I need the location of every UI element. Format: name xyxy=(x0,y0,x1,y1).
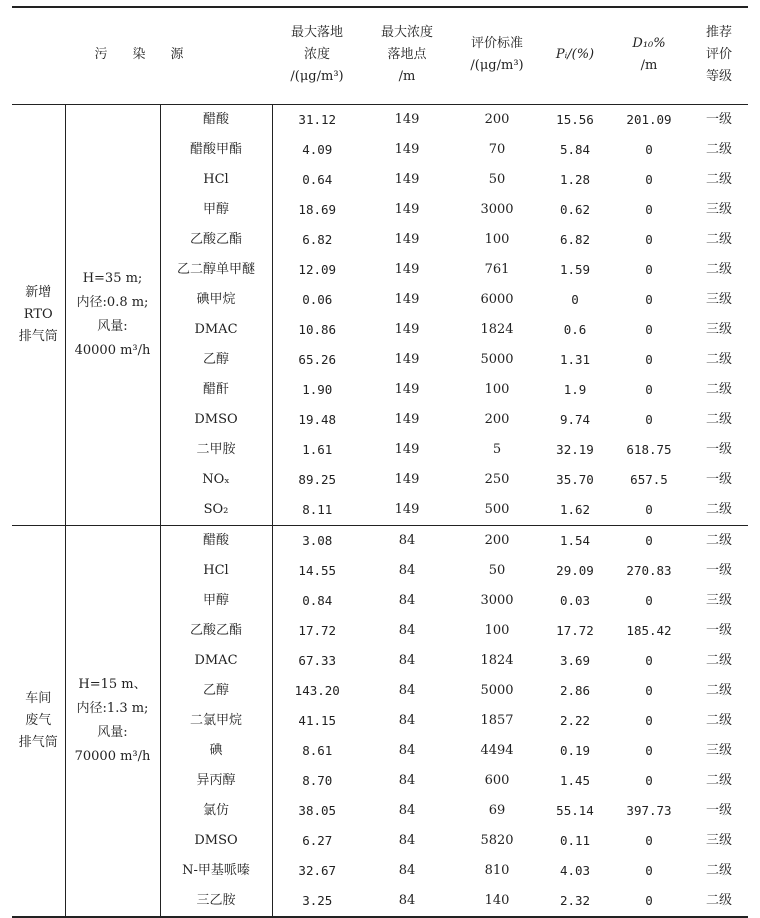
max-conc-value: 3.25 xyxy=(272,886,362,917)
header-source-label: 污 染 源 xyxy=(94,47,190,62)
standard-value: 3000 xyxy=(480,202,514,217)
pi-value: 0.03 xyxy=(559,593,591,608)
standard-value: 70 xyxy=(488,142,506,157)
d10-value: 0 xyxy=(645,172,653,187)
source-group-param-line: 70000 m³/h xyxy=(74,749,151,764)
pollutant-name: 乙醇 xyxy=(160,345,272,375)
header-max-conc-l3: /(μg/m³) xyxy=(290,69,344,84)
max-conc-value: 32.67 xyxy=(298,863,337,878)
max-point-value: 149 xyxy=(394,472,420,487)
pi-value: 4.03 xyxy=(559,863,591,878)
pi-value: 1.28 xyxy=(559,172,591,187)
source-group-name-line: 排气筒 xyxy=(18,329,58,344)
d10-value: 657.5 xyxy=(630,472,668,487)
source-group-params xyxy=(65,105,160,526)
pollutant-name: 二甲胺 xyxy=(160,435,272,465)
d10-value: 0 xyxy=(645,683,653,698)
pollutant-name: 碘甲烷 xyxy=(160,285,272,315)
pollutant-name: SO₂ xyxy=(160,495,272,526)
max-conc-value: 19.48 xyxy=(298,412,337,427)
header-pi xyxy=(542,7,608,105)
standard-value: 810 xyxy=(484,863,510,878)
pollution-source-table xyxy=(12,6,748,918)
pollutant-name: DMSO xyxy=(160,826,272,856)
grade-value: 二级 xyxy=(705,382,732,397)
header-grade-l1: 推荐 xyxy=(705,25,732,40)
max-conc-value: 12.09 xyxy=(298,262,337,277)
standard-value: 140 xyxy=(452,886,542,917)
max-point-value: 84 xyxy=(398,623,416,638)
standard-value: 1857 xyxy=(480,713,514,728)
d10-value: 0 xyxy=(645,653,653,668)
max-point-value: 84 xyxy=(398,773,416,788)
d10-value: 0 xyxy=(645,352,653,367)
max-conc-value: 41.15 xyxy=(298,713,337,728)
pollutant-name: 醋酐 xyxy=(160,375,272,405)
standard-value: 200 xyxy=(484,112,510,127)
source-group-name xyxy=(12,105,65,526)
grade-value: 二级 xyxy=(705,773,732,788)
grade-value: 二级 xyxy=(705,683,732,698)
grade-value: 三级 xyxy=(705,743,732,758)
pi-value: 2.22 xyxy=(559,713,591,728)
max-conc-value: 8.11 xyxy=(272,495,362,526)
source-group-param-line: 风量: xyxy=(97,725,128,740)
max-conc-value: 14.55 xyxy=(298,563,337,578)
header-d10-symbol: D₁₀% xyxy=(632,36,666,51)
d10-value: 0 xyxy=(645,322,653,337)
pollutant-name: 异丙醇 xyxy=(160,766,272,796)
max-point-value: 84 xyxy=(398,713,416,728)
d10-value: 618.75 xyxy=(626,442,672,457)
standard-value: 3000 xyxy=(480,593,514,608)
d10-value: 0 xyxy=(645,713,653,728)
standard-value: 100 xyxy=(484,232,510,247)
grade-value: 一级 xyxy=(705,563,732,578)
max-conc-value: 89.25 xyxy=(298,472,337,487)
standard-value: 5000 xyxy=(480,352,514,367)
standard-value: 5 xyxy=(492,442,502,457)
source-group-name-line: 排气筒 xyxy=(18,735,58,750)
max-conc-value: 1.90 xyxy=(302,382,333,397)
grade-value: 三级 xyxy=(705,202,732,217)
header-grade-l3: 等级 xyxy=(705,69,732,84)
pollutant-name: 醋酸甲酯 xyxy=(160,135,272,165)
pi-value: 1.59 xyxy=(559,262,591,277)
max-point-value: 84 xyxy=(398,863,416,878)
standard-value: 50 xyxy=(488,563,506,578)
pi-value: 2.32 xyxy=(542,886,608,917)
pi-value: 0.19 xyxy=(559,743,591,758)
source-group-param-line: 内径:1.3 m; xyxy=(76,701,149,716)
pi-value: 3.69 xyxy=(559,653,591,668)
standard-value: 5000 xyxy=(480,683,514,698)
max-conc-value: 10.86 xyxy=(298,322,337,337)
source-group-name-line: RTO xyxy=(23,307,53,322)
grade-value: 二级 xyxy=(705,352,732,367)
header-d10-l2: /m xyxy=(640,58,658,73)
standard-value: 69 xyxy=(488,803,506,818)
d10-value: 0 xyxy=(645,863,653,878)
source-group-param-line: 40000 m³/h xyxy=(74,343,151,358)
grade-value: 二级 xyxy=(690,886,748,917)
d10-value: 0 xyxy=(645,743,653,758)
max-point-value: 149 xyxy=(394,352,420,367)
source-group-name-line: 新增 xyxy=(25,285,52,300)
pollutant-name: HCl xyxy=(160,556,272,586)
max-point-value: 149 xyxy=(394,322,420,337)
pi-value: 0 xyxy=(571,292,579,307)
header-source xyxy=(12,7,272,105)
pi-value: 32.19 xyxy=(556,442,594,457)
grade-value: 二级 xyxy=(705,713,732,728)
grade-value: 三级 xyxy=(705,292,732,307)
d10-value: 0 xyxy=(645,412,653,427)
pi-value: 5.84 xyxy=(559,142,591,157)
pollutant-name: 乙醇 xyxy=(160,676,272,706)
standard-value: 5820 xyxy=(480,833,514,848)
header-max-conc xyxy=(272,7,362,105)
grade-value: 三级 xyxy=(705,593,732,608)
max-conc-value: 1.61 xyxy=(302,442,333,457)
grade-value: 三级 xyxy=(705,833,732,848)
standard-value: 761 xyxy=(484,262,510,277)
max-point-value: 149 xyxy=(394,112,420,127)
grade-value: 一级 xyxy=(705,472,732,487)
d10-value: 0 xyxy=(645,833,653,848)
max-conc-value: 6.27 xyxy=(302,833,333,848)
header-standard-l2: /(μg/m³) xyxy=(470,58,524,73)
pollutant-name: DMAC xyxy=(160,646,272,676)
header-standard xyxy=(452,7,542,105)
source-group-param-line: 内径:0.8 m; xyxy=(76,295,149,310)
max-point-value: 84 xyxy=(398,683,416,698)
max-conc-value: 4.09 xyxy=(302,142,333,157)
table-header-row xyxy=(12,7,748,105)
source-group-param-line: H=15 m、 xyxy=(78,677,147,692)
header-max-point-l3: /m xyxy=(398,69,416,84)
table-body xyxy=(12,105,748,918)
grade-value: 二级 xyxy=(705,142,732,157)
max-conc-value: 6.82 xyxy=(302,232,333,247)
standard-value: 200 xyxy=(484,412,510,427)
d10-value: 0 xyxy=(645,382,653,397)
max-point-value: 149 xyxy=(394,172,420,187)
max-conc-value: 143.20 xyxy=(294,683,340,698)
standard-value: 500 xyxy=(452,495,542,526)
header-max-conc-l2: 浓度 xyxy=(303,47,330,62)
max-conc-value: 31.12 xyxy=(298,112,337,127)
max-conc-value: 8.61 xyxy=(302,743,333,758)
d10-value: 0 xyxy=(608,495,690,526)
grade-value: 一级 xyxy=(705,803,732,818)
standard-value: 50 xyxy=(488,172,506,187)
pollutant-name: 乙二醇单甲醚 xyxy=(160,255,272,285)
max-point-value: 84 xyxy=(398,653,416,668)
table-row xyxy=(12,105,748,136)
header-pi-label: Pᵢ/(%) xyxy=(555,47,595,62)
max-point-value: 149 xyxy=(394,202,420,217)
d10-value: 185.42 xyxy=(626,623,672,638)
pi-value: 0.11 xyxy=(559,833,591,848)
max-point-value: 149 xyxy=(394,382,420,397)
pollutant-name: 二氯甲烷 xyxy=(160,706,272,736)
max-conc-value: 17.72 xyxy=(298,623,337,638)
max-point-value: 84 xyxy=(362,886,452,917)
pi-value: 15.56 xyxy=(556,112,594,127)
standard-value: 250 xyxy=(484,472,510,487)
standard-value: 200 xyxy=(484,533,510,548)
max-conc-value: 18.69 xyxy=(298,202,337,217)
pollutant-name: DMAC xyxy=(160,315,272,345)
pi-value: 1.31 xyxy=(559,352,591,367)
source-group-name xyxy=(12,526,65,918)
pi-value: 29.09 xyxy=(556,563,594,578)
pollutant-name: 甲醇 xyxy=(160,586,272,616)
max-conc-value: 0.84 xyxy=(302,593,333,608)
pollutant-name: 醋酸 xyxy=(160,526,272,557)
standard-value: 4494 xyxy=(480,743,514,758)
header-max-point-l1: 最大浓度 xyxy=(380,25,433,40)
max-point-value: 149 xyxy=(394,142,420,157)
source-group-param-line: 风量: xyxy=(97,319,128,334)
d10-value: 0 xyxy=(645,142,653,157)
pollutant-name: NOₓ xyxy=(160,465,272,495)
grade-value: 三级 xyxy=(705,322,732,337)
standard-value: 100 xyxy=(484,382,510,397)
d10-value: 0 xyxy=(645,292,653,307)
pi-value: 6.82 xyxy=(559,232,591,247)
header-d10 xyxy=(608,7,690,105)
grade-value: 二级 xyxy=(705,533,732,548)
grade-value: 二级 xyxy=(690,495,748,526)
header-max-point xyxy=(362,7,452,105)
max-conc-value: 65.26 xyxy=(298,352,337,367)
pollutant-name: 氯仿 xyxy=(160,796,272,826)
max-point-value: 149 xyxy=(394,292,420,307)
pollutant-name: DMSO xyxy=(160,405,272,435)
pi-value: 1.45 xyxy=(559,773,591,788)
d10-value: 0 xyxy=(608,886,690,917)
pollutant-name: 三乙胺 xyxy=(160,886,272,917)
pi-value: 55.14 xyxy=(556,803,594,818)
d10-value: 270.83 xyxy=(626,563,672,578)
max-point-value: 84 xyxy=(398,833,416,848)
max-point-value: 84 xyxy=(398,563,416,578)
source-group-param-line: H=35 m; xyxy=(82,271,143,286)
header-standard-l1: 评价标准 xyxy=(470,36,523,51)
table-row xyxy=(12,526,748,557)
source-group-params xyxy=(65,526,160,918)
d10-value: 0 xyxy=(645,202,653,217)
d10-value: 397.73 xyxy=(626,803,672,818)
pi-value: 35.70 xyxy=(556,472,594,487)
standard-value: 1824 xyxy=(480,653,514,668)
pollutant-name: 乙酸乙酯 xyxy=(160,616,272,646)
grade-value: 二级 xyxy=(705,232,732,247)
max-conc-value: 38.05 xyxy=(298,803,337,818)
standard-value: 600 xyxy=(484,773,510,788)
pollutant-name: 醋酸 xyxy=(160,105,272,136)
pollutant-name: HCl xyxy=(160,165,272,195)
header-max-conc-l1: 最大落地 xyxy=(290,25,343,40)
max-point-value: 84 xyxy=(398,743,416,758)
header-d10-l1 xyxy=(608,33,690,55)
grade-value: 一级 xyxy=(705,112,732,127)
max-point-value: 84 xyxy=(398,593,416,608)
max-point-value: 84 xyxy=(398,533,416,548)
max-conc-value: 67.33 xyxy=(298,653,337,668)
grade-value: 二级 xyxy=(705,262,732,277)
d10-value: 201.09 xyxy=(626,112,672,127)
header-grade xyxy=(690,7,748,105)
pi-value: 17.72 xyxy=(556,623,594,638)
max-conc-value: 0.06 xyxy=(302,292,333,307)
d10-value: 0 xyxy=(645,262,653,277)
pi-value: 9.74 xyxy=(559,412,591,427)
pollutant-name: N-甲基哌嗪 xyxy=(160,856,272,886)
max-point-value: 149 xyxy=(394,412,420,427)
max-point-value: 84 xyxy=(398,803,416,818)
max-conc-value: 0.64 xyxy=(302,172,333,187)
standard-value: 6000 xyxy=(480,292,514,307)
header-max-point-l2: 落地点 xyxy=(387,47,427,62)
grade-value: 二级 xyxy=(705,412,732,427)
pi-value: 0.6 xyxy=(563,322,587,337)
source-group-name-line: 废气 xyxy=(25,713,52,728)
max-point-value: 149 xyxy=(394,262,420,277)
source-group-name-line: 车间 xyxy=(25,691,52,706)
header-grade-l2: 评价 xyxy=(705,47,732,62)
max-conc-value: 8.70 xyxy=(302,773,333,788)
pi-value: 2.86 xyxy=(559,683,591,698)
grade-value: 二级 xyxy=(705,863,732,878)
max-point-value: 149 xyxy=(394,442,420,457)
pollutant-name: 甲醇 xyxy=(160,195,272,225)
max-point-value: 149 xyxy=(394,232,420,247)
grade-value: 一级 xyxy=(705,442,732,457)
pollutant-name: 乙酸乙酯 xyxy=(160,225,272,255)
grade-value: 二级 xyxy=(705,172,732,187)
pollutant-name: 碘 xyxy=(160,736,272,766)
pi-value: 0.62 xyxy=(559,202,591,217)
pi-value: 1.9 xyxy=(563,382,587,397)
standard-value: 1824 xyxy=(480,322,514,337)
max-conc-value: 3.08 xyxy=(302,533,333,548)
d10-value: 0 xyxy=(645,533,653,548)
pi-value: 1.62 xyxy=(542,495,608,526)
grade-value: 二级 xyxy=(705,653,732,668)
pi-value: 1.54 xyxy=(559,533,591,548)
d10-value: 0 xyxy=(645,232,653,247)
d10-value: 0 xyxy=(645,593,653,608)
d10-value: 0 xyxy=(645,773,653,788)
standard-value: 100 xyxy=(484,623,510,638)
max-point-value: 149 xyxy=(362,495,452,526)
grade-value: 一级 xyxy=(705,623,732,638)
